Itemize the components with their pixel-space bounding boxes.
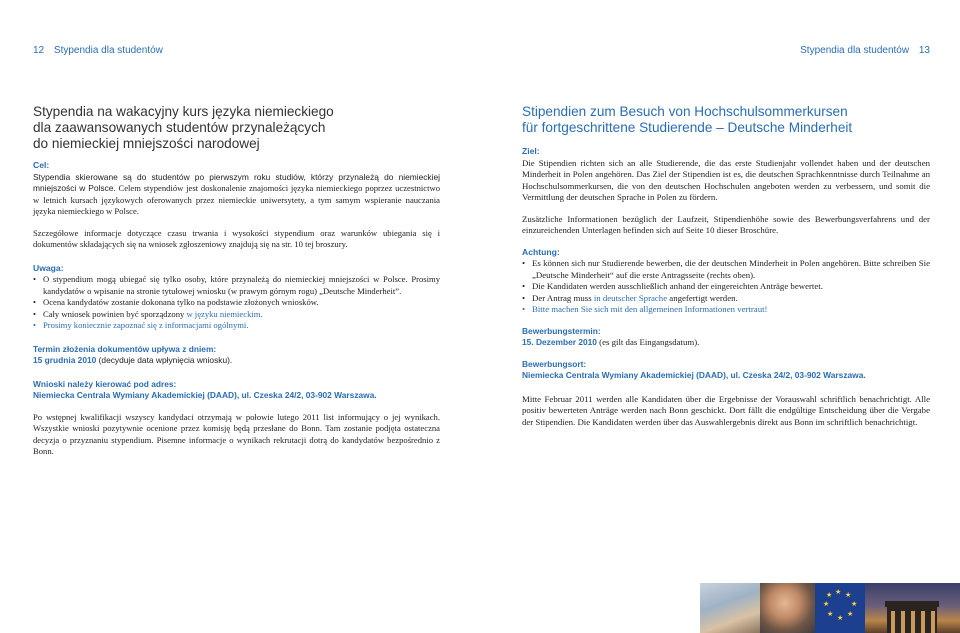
pl-uwaga-item-3 [33, 309, 440, 321]
de-final-paragraph: Mitte Februar 2011 werden alle Kandidaten über die Ergebnisse der Vorauswahl schriftlich benachrichtigt. Alle positiv bewerteten Anträge werden nach Bonn geschickt. Dort fällt die endgültige Entscheidung über die Vergabe der Stipendien. Die Kandidaten werden über das Auswahlergebnis direkt aus Bonn im schriftlich benachrichtigt. [522, 393, 930, 427]
pl-uwaga-item-1: • O stypendium mogą ubiegać się tylko osoby, które przynależą do niemieckiej mniejszości w Polsce. Prosimy kandydatów o wpisanie na stronie tytułowej wniosku (w prawym górnym rogu) „Deutsche Minderheit”. [33, 274, 440, 297]
de-achtung-item-3-text-a: Der Antrag muss [532, 292, 594, 303]
german-column [522, 104, 930, 428]
pl-uwaga-list [33, 274, 440, 332]
de-achtung-item-2: • Die Kandidaten werden ausschließlich anhand der eingereichten Anträge bewertet. [522, 281, 930, 293]
de-achtung-list [522, 258, 930, 316]
de-termin-date: 15. Dezember 2010 [522, 337, 597, 347]
right-page-number: 13 [918, 45, 930, 56]
de-achtung-label: Achtung: [522, 246, 560, 257]
de-achtung-item-4: • Bitte machen Sie sich mit den allgemeinen Informationen vertraut! [522, 304, 930, 316]
de-achtung-item-3 [522, 293, 930, 305]
right-running-title: Stypendia dla studentów [800, 45, 910, 56]
brandenburg-gate-photo [865, 583, 960, 633]
pl-cel-text-2: Celem stypendiów jest doskonalenie znajomości języka niemieckiego poprzez uczestnictwo w letnich kursach językowych oferowanych przez niemieckie uniwersytety, a tym samym wspieranie nauczania języka niemieckiego w Polsce. [33, 183, 440, 216]
pl-uwaga-label: Uwaga: [33, 262, 64, 273]
pl-adres-label: Wnioski należy kierować pod adres: [33, 378, 177, 389]
left-page-header [33, 45, 163, 56]
eu-flag-photo: ★ ★ ★ ★ ★ ★ ★ ★ [815, 583, 865, 633]
right-page-header [800, 45, 930, 56]
de-zusatz-paragraph: Zusätzliche Informationen bezüglich der Laufzeit, Stipendienhöhe sowie des Bewerbungsverfahrens und der einzureichenden Unterlagen befinden sich auf Seite 10 dieser Broschüre. [522, 213, 930, 235]
de-termin-line [522, 337, 930, 349]
pl-uwaga-item-3-highlight: w języku niemieckim. [186, 308, 263, 319]
pl-final-paragraph: Po wstępnej kwalifikacji wszyscy kandydaci otrzymają w połowie lutego 2011 list informujący o jej wynikach. Wszystkie wnioski pozytywnie ocenione przez komisję będą przesłane do Bonn. Tam zostanie podjęta ostateczna decyzja o przyznaniu stypendium. Pisemne informacje o wynikach rekrutacji dotrą do kandydatów bezpośrednio z Bonn. [33, 411, 440, 456]
pl-termin-line [33, 355, 440, 367]
de-adresse-text: Niemiecka Centrala Wymiany Akademickiej (DAAD), ul. Czeska 24/2, 03-902 Warszawa. [522, 370, 866, 380]
pl-title [33, 104, 440, 152]
de-title [522, 104, 930, 136]
de-termin-label: Bewerbungstermin: [522, 325, 601, 336]
de-adresse-label: Bewerbungsort: [522, 358, 587, 369]
pl-cel-label: Cel: [33, 160, 50, 170]
pl-cel-paragraph [33, 172, 440, 218]
pl-uwaga-item-4: • Prosimy koniecznie zapoznać się z informacjami ogólnymi. [33, 320, 440, 332]
polish-column [33, 104, 440, 458]
left-running-title: Stypendia dla studentów [53, 45, 163, 56]
left-page-number: 12 [33, 45, 45, 56]
pl-uwaga-item-3-text: Cały wniosek powinien być sporządzony [43, 308, 187, 319]
de-title-line-2: für fortgeschrittene Studierende – Deutsche Minderheit [522, 120, 853, 135]
student-portrait-photo [760, 583, 815, 633]
de-achtung-item-1: • Es können sich nur Studierende bewerben, die der deutschen Minderheit in Polen angehören. Bitte schreiben Sie „Deutsche Minderheit“ auf die erste Antragsseite (rechts oben). [522, 258, 930, 281]
de-ziel-label: Ziel: [522, 146, 540, 156]
pl-termin-label: Termin złożenia dokumentów upływa z dniem: [33, 343, 217, 354]
pl-termin-date: 15 grudnia 2010 [33, 355, 97, 365]
pl-details-paragraph: Szczegółowe informacje dotyczące czasu trwania i wysokości stypendium oraz warunków ubiegania się i dokumentów składających się na wniosek zgłoszeniowy znajdują się na str. 10 tej broszury. [33, 227, 440, 249]
de-ziel-paragraph: Die Stipendien richten sich an alle Studierende, die das erste Studienjahr vollendet haben und der deutschen Minderheit in Polen angehören. Das Ziel der Stipendien ist es, die deutschen Sprachkenntnisse durch Teilnahme an Hochschulsommerkursen, die von den deutschen Hochschulen angeboten werden zu verbessern, und somit die Vermittlung der deutschen Sprache in Polen zu fördern. [522, 157, 930, 202]
pl-title-line-1: Stypendia na wakacyjny kurs języka niemieckiego [33, 104, 334, 119]
pl-title-line-3: do niemieckiej mniejszości narodowej [33, 136, 260, 151]
pl-title-line-2: dla zaawansowanych studentów przynależących [33, 120, 326, 135]
students-photo [700, 583, 760, 633]
de-title-line-1: Stipendien zum Besuch von Hochschulsommerkursen [522, 104, 848, 119]
de-termin-note: (es gilt das Eingangsdatum). [596, 337, 700, 347]
photo-strip [700, 583, 960, 633]
de-achtung-item-3-highlight: in deutscher Sprache [593, 292, 668, 303]
pl-termin-note: (decyduje data wpłynięcia wniosku). [96, 355, 233, 365]
pl-adres-text: Niemiecka Centrala Wymiany Akademickiej (DAAD), ul. Czeska 24/2, 03-902 Warszawa. [33, 390, 377, 400]
pl-cel-text-1: Stypendia skierowane są do studentów po pierwszym roku studiów, którzy przynależą do niemieckiej mniejszości w Polsce. [33, 171, 440, 193]
pl-uwaga-item-2: • Ocena kandydatów zostanie dokonana tylko na podstawie złożonych wniosków. [33, 297, 440, 309]
de-achtung-item-3-text-c: angefertigt werden. [667, 292, 738, 303]
